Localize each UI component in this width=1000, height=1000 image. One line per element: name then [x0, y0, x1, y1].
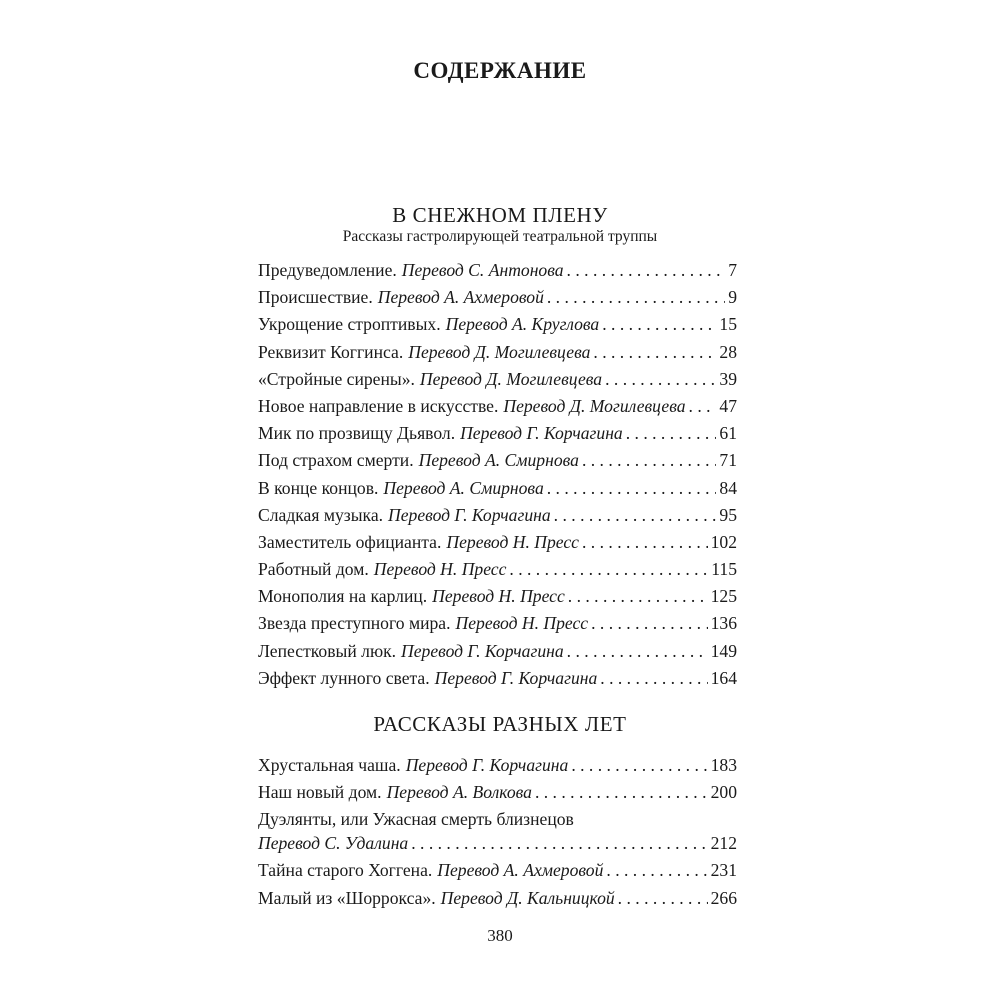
toc-section-1	[258, 260, 737, 695]
toc-entry	[258, 613, 737, 640]
dot-leader	[509, 559, 708, 580]
entry-translator: Перевод Д. Могилевцева	[408, 341, 591, 362]
entry-translator: Перевод А. Ахмеровой	[437, 860, 604, 881]
dot-leader	[605, 369, 716, 390]
toc-entry	[258, 888, 737, 915]
entry-page-number: 28	[719, 341, 737, 362]
entry-translator: Перевод Г. Корчагина	[388, 504, 551, 525]
toc-entry	[258, 450, 737, 477]
entry-translator: Перевод С. Антонова	[401, 260, 564, 280]
toc-entry	[258, 809, 737, 860]
entry-page-number: 47	[719, 395, 737, 416]
entry-page-number: 266	[710, 887, 737, 908]
toc-section-2	[258, 755, 737, 915]
entry-title: Новое направление в искусстве.	[258, 395, 499, 416]
entry-translator: Перевод Н. Пресс	[446, 531, 579, 552]
toc-entry	[258, 586, 737, 613]
page-number: 380	[487, 926, 513, 945]
dot-leader	[547, 287, 725, 308]
entry-page-number: 71	[719, 450, 737, 471]
entry-page-number: 125	[710, 586, 737, 607]
dot-leader	[606, 860, 707, 881]
entry-title: Укрощение строптивых.	[258, 314, 441, 335]
toc-entry	[258, 287, 737, 314]
entry-translator: Перевод А. Смирнова	[418, 450, 579, 471]
dot-leader	[567, 641, 708, 662]
entry-page-number: 200	[710, 782, 737, 803]
page-title: СОДЕРЖАНИЕ	[413, 58, 587, 83]
entry-title: «Стройные сирены».	[258, 368, 415, 389]
entry-title: Лепестковый люк.	[258, 640, 397, 661]
entry-title: Дуэлянты, или Ужасная смерть близнецов	[258, 809, 574, 830]
entry-page-number: 149	[710, 640, 737, 661]
entry-title: Малый из «Шоррокса».	[258, 887, 436, 908]
entry-translator: Перевод А. Волкова	[386, 782, 532, 803]
entry-translator: Перевод А. Ахмеровой	[377, 287, 544, 308]
toc-entry	[258, 755, 737, 782]
entry-page-number: 15	[719, 314, 737, 335]
entry-title: Под страхом смерти.	[258, 450, 414, 471]
toc-entry	[258, 314, 737, 341]
toc-entry	[258, 532, 737, 559]
entry-title: Монополия на карлиц.	[258, 586, 428, 607]
toc-entry	[258, 559, 737, 586]
toc-entry	[258, 396, 737, 423]
dot-leader	[571, 755, 707, 776]
section-heading-2: РАССКАЗЫ РАЗНЫХ ЛЕТ	[373, 712, 627, 736]
dot-leader	[626, 423, 717, 444]
entry-translator: Перевод А. Круглова	[445, 314, 600, 335]
toc-entry	[258, 342, 737, 369]
entry-title: Звезда преступного мира.	[258, 613, 451, 634]
entry-page-number: 84	[719, 477, 737, 498]
entry-translator: Перевод Г. Корчагина	[401, 640, 564, 661]
toc-entry	[258, 505, 737, 532]
entry-translator: Перевод Н. Пресс	[373, 559, 507, 580]
entry-title: Хрустальная чаша.	[258, 755, 401, 775]
dot-leader	[600, 668, 707, 689]
dot-leader	[689, 396, 717, 417]
entry-translator: Перевод Г. Корчагина	[434, 667, 598, 688]
entry-title: Сладкая музыка.	[258, 504, 384, 525]
entry-translator: Перевод Г. Корчагина	[460, 423, 623, 444]
entry-title: Реквизит Коггинса.	[258, 341, 404, 362]
dot-leader	[411, 833, 707, 854]
entry-title: В конце концов.	[258, 477, 379, 498]
dot-leader	[602, 314, 716, 335]
entry-title: Мик по прозвищу Дьявол.	[258, 423, 456, 444]
toc-entry	[258, 423, 737, 450]
entry-title: Наш новый дом.	[258, 782, 382, 803]
entry-translator: Перевод Н. Пресс	[455, 613, 589, 634]
entry-title: Предуведомление.	[258, 260, 397, 280]
entry-page-number: 183	[710, 755, 737, 775]
entry-translator: Перевод Г. Корчагина	[405, 755, 569, 775]
entry-title: Эффект лунного света.	[258, 667, 430, 688]
entry-page-number: 9	[728, 287, 737, 308]
toc-entry	[258, 260, 737, 287]
entry-translator: Перевод А. Смирнова	[383, 477, 544, 498]
entry-title: Происшествие.	[258, 287, 373, 308]
dot-leader	[582, 450, 716, 471]
dot-leader	[535, 782, 708, 803]
entry-translator: Перевод Н. Пресс	[432, 586, 565, 607]
entry-page-number: 115	[711, 559, 737, 580]
entry-page-number: 231	[710, 860, 737, 881]
entry-title: Работный дом.	[258, 559, 369, 580]
toc-entry	[258, 860, 737, 887]
entry-page-number: 164	[710, 667, 737, 688]
dot-leader	[554, 505, 717, 526]
entry-translator: Перевод Д. Могилевцева	[503, 395, 686, 416]
dot-leader	[568, 586, 708, 607]
entry-page-number: 7	[728, 260, 737, 280]
entry-page-number: 39	[719, 368, 737, 389]
dot-leader	[593, 342, 716, 363]
entry-page-number: 102	[710, 531, 737, 552]
dot-leader	[618, 888, 708, 909]
entry-translator: Перевод Д. Кальницкой	[440, 887, 615, 908]
entry-title: Заместитель официанта.	[258, 531, 442, 552]
section-subheading-1: Рассказы гастролирующей театральной труппы	[342, 228, 658, 245]
toc-entry	[258, 782, 737, 809]
toc-entry	[258, 668, 737, 695]
dot-leader	[582, 532, 708, 553]
entry-translator: Перевод Д. Могилевцева	[419, 368, 603, 389]
section-heading-1: В СНЕЖНОМ ПЛЕНУ	[392, 203, 608, 227]
toc-entry	[258, 641, 737, 668]
toc-entry	[258, 369, 737, 396]
toc-entry	[258, 478, 737, 505]
entry-page-number: 212	[710, 833, 737, 854]
entry-page-number: 136	[710, 613, 737, 634]
dot-leader	[591, 613, 708, 634]
dot-leader	[547, 478, 717, 499]
entry-page-number: 61	[719, 423, 737, 444]
entry-page-number: 95	[719, 504, 737, 525]
entry-title: Тайна старого Хоггена.	[258, 860, 433, 881]
dot-leader	[567, 260, 726, 281]
entry-translator: Перевод С. Удалина	[258, 833, 409, 854]
